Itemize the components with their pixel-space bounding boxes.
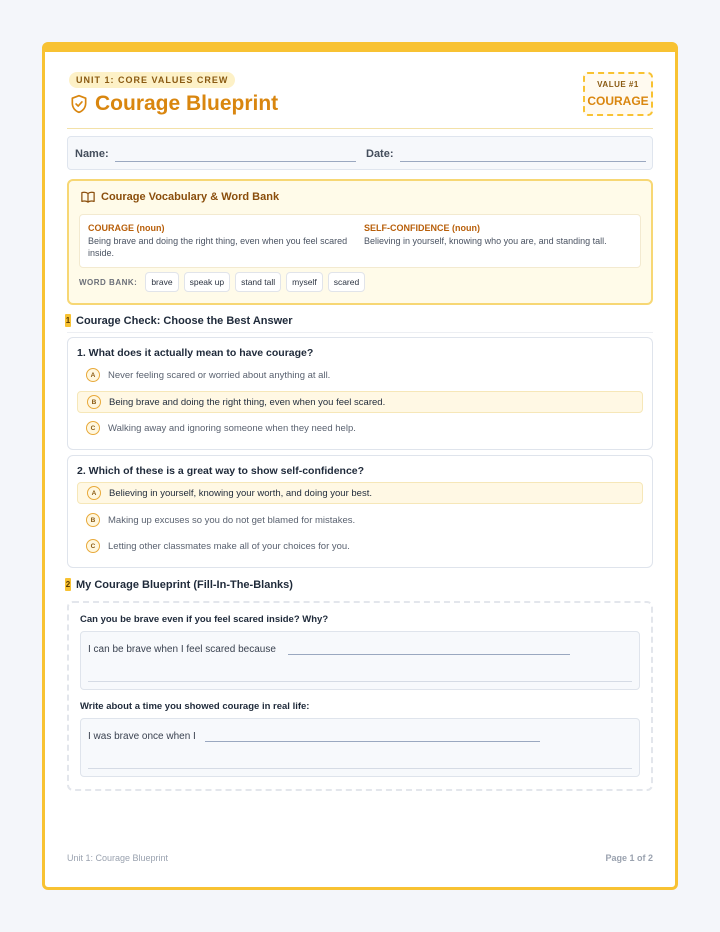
answer-option-c[interactable]	[77, 417, 643, 439]
name-label: Name:	[75, 148, 109, 160]
definition-text: Believing in yourself, knowing who you are, and standing tall.	[364, 236, 607, 246]
question-text: 1. What does it actually mean to have courage?	[77, 347, 314, 359]
option-letter: A	[87, 486, 101, 500]
blueprint-question-1: Can you be brave even if you feel scared inside? Why?	[80, 614, 329, 625]
definitions-panel	[79, 214, 641, 268]
blueprint-question-2: Write about a time you showed courage in real life:	[80, 701, 310, 712]
answer-option-b[interactable]	[77, 391, 643, 413]
sentence-starter: I can be brave when I feel scared because	[88, 644, 276, 655]
page-content	[67, 52, 653, 887]
option-text: Walking away and ignoring someone when they need help.	[108, 422, 356, 434]
option-text: Letting other classmates make all of your choices for you.	[108, 540, 350, 552]
shield-check-icon	[69, 94, 89, 114]
option-text: Believing in yourself, knowing your worth, and doing your best.	[109, 487, 372, 499]
word-bank	[79, 272, 365, 292]
value-word: COURAGE	[587, 94, 649, 108]
answer-option-b[interactable]	[77, 509, 643, 531]
header-divider	[67, 128, 653, 129]
option-letter: C	[86, 421, 100, 435]
word-chip: stand tall	[235, 272, 281, 292]
word-chip: brave	[145, 272, 178, 292]
footer-unit: Unit 1: Courage Blueprint	[67, 853, 169, 863]
answer-area-1[interactable]	[80, 631, 640, 690]
option-text: Never feeling scared or worried about anything at all.	[108, 369, 331, 381]
name-field[interactable]	[115, 161, 356, 162]
section-title: My Courage Blueprint (Fill-In-The-Blanks)	[76, 578, 293, 591]
word-chip: speak up	[184, 272, 231, 292]
option-letter: B	[86, 513, 100, 527]
definition-term: COURAGE (noun)	[88, 223, 165, 233]
word-chip: myself	[286, 272, 323, 292]
value-badge	[583, 72, 653, 116]
date-field[interactable]	[400, 161, 646, 162]
definition-text: Being brave and doing the right thing, even when you feel scared inside.	[88, 236, 348, 258]
question-text: 2. Which of these is a great way to show self-confidence?	[77, 465, 365, 477]
vocabulary-box	[67, 179, 653, 305]
vocabulary-title: Courage Vocabulary & Word Bank	[101, 191, 280, 203]
option-letter: A	[86, 368, 100, 382]
section-heading-blueprint	[65, 578, 293, 591]
unit-label: UNIT 1: CORE VALUES CREW	[69, 72, 235, 88]
question-card-2	[67, 455, 653, 568]
definition-term: SELF-CONFIDENCE (noun)	[364, 223, 480, 233]
vocabulary-heading	[81, 191, 279, 203]
section-number: 2	[65, 580, 71, 589]
blank-line[interactable]	[288, 654, 570, 655]
blank-line[interactable]	[205, 741, 540, 742]
date-label: Date:	[366, 148, 394, 160]
writing-line[interactable]	[88, 768, 632, 769]
sentence-starter: I was brave once when I	[88, 731, 196, 742]
option-letter: B	[87, 395, 101, 409]
question-card-1	[67, 337, 653, 450]
page-number: Page 1 of 2	[605, 853, 653, 863]
worksheet-page	[42, 42, 678, 890]
blueprint-box	[67, 601, 653, 791]
section-title: Courage Check: Choose the Best Answer	[76, 314, 293, 327]
value-number: VALUE #1	[597, 80, 639, 89]
definition-self-confidence	[364, 223, 626, 247]
section-heading-courage-check	[65, 314, 293, 327]
writing-line[interactable]	[88, 681, 632, 682]
option-text: Being brave and doing the right thing, even when you feel scared.	[109, 396, 386, 408]
word-chip: scared	[328, 272, 366, 292]
page-title: Courage Blueprint	[95, 92, 279, 115]
word-bank-label: WORD BANK:	[79, 277, 138, 287]
option-text: Making up excuses so you do not get blamed for mistakes.	[108, 514, 356, 526]
section-number: 1	[65, 316, 71, 325]
definition-courage	[88, 223, 350, 259]
answer-area-2[interactable]	[80, 718, 640, 777]
book-icon	[81, 191, 95, 203]
answer-option-a[interactable]	[77, 482, 643, 504]
name-date-bar	[67, 136, 653, 170]
answer-option-c[interactable]	[77, 535, 643, 557]
title-row	[69, 92, 278, 116]
answer-option-a[interactable]	[77, 364, 643, 386]
section-divider	[67, 332, 653, 333]
option-letter: C	[86, 539, 100, 553]
